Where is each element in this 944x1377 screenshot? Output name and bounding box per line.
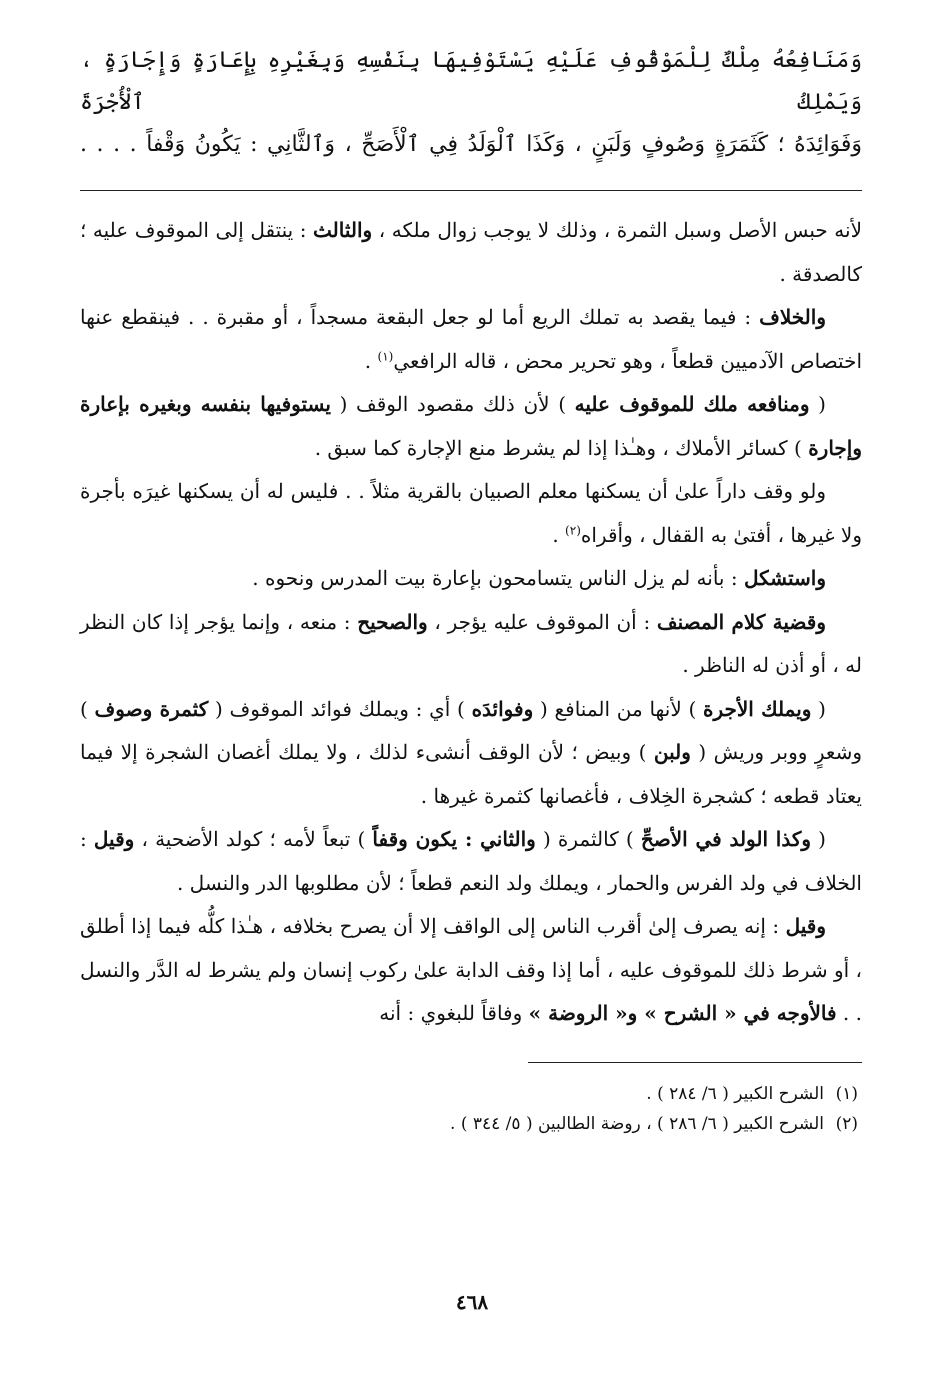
page-number: ٤٦٨: [455, 1290, 489, 1314]
sharh-paragraph: ( وكذا الولد في الأصحِّ ) كالثمرة ( والثاني : يكون وقفاً ) تبعاً لأمه ؛ كولد الأضحية ، وقيل : الخلاف في ولد الفرس والحمار ، ويملك ولد النعم قطعاً ؛ لأن مطلوبها الدر والنسل .: [80, 827, 862, 895]
footnote-ref[interactable]: (٢): [565, 522, 581, 537]
footnote-number: (١): [835, 1083, 858, 1104]
sharh-paragraph: واستشكل : بأنه لم يزل الناس يتسامحون بإعارة بيت المدرس ونحوه .: [252, 566, 826, 590]
footnote-separator: [528, 1062, 862, 1063]
sharh-text: [80, 209, 862, 1036]
footnote: [80, 1079, 862, 1109]
sharh-paragraph: وقيل : إنه يصرف إلىٰ أقرب الناس إلى الواقف إلا أن يصرح بخلافه ، هـٰذا كلُّه فيما إذا أطلق ، أو شرط ذلك للموقوف عليه ، أما إذا وقف الدابة علىٰ ركوب إنسان ولم يشرط له الدَّر والنسل . . فالأوجه في « الشرح » و« الروضة » وفاقاً للبغوي : أنه: [80, 914, 862, 1025]
sharh-paragraph: لأنه حبس الأصل وسبل الثمرة ، وذلك لا يوجب زوال ملكه ، والثالث : ينتقل إلى الموقوف عليه ؛ كالصدقة .: [80, 218, 862, 286]
sharh-paragraph: ( ويملك الأجرة ) لأنها من المنافع ( وفوائدَه ) أي : ويملك فوائد الموقوف ( كثمرة وصوف ) وشعرٍ ووبر وريش ( ولبن ) وبيض ؛ لأن الوقف أنشىء لذلك ، ولا يملك أغصان الشجرة إلا فيما يعتاد قطعه ؛ كشجرة الخِلاف ، فأغصانها كثمرة غيرها .: [80, 696, 862, 808]
book-page: [80, 40, 862, 1139]
matn-text: [80, 40, 862, 166]
footnote-ref[interactable]: (١): [377, 348, 394, 363]
matn-line: وَفَوَائِدَهُ ؛ كَثَمَرَةٍ وَصُوفٍ وَلَبَنٍ ، وَكَذَا ٱلْوَلَدُ فِي ٱلْأَصَحِّ ، وَٱلثَّانِي : يَكُونُ وَقْفاً . . . .: [80, 132, 862, 157]
matn-separator: [80, 190, 862, 191]
sharh-paragraph: ( ومنافعه ملك للموقوف عليه ) لأن ذلك مقصود الوقف ( يستوفيها بنفسه وبغيره بإعارة وإجارة ) كسائر الأملاك ، وهـٰذا إذا لم يشرط منع الإجارة كما سبق .: [80, 392, 862, 460]
footnote-text: الشرح الكبير ( ٦/ ٢٨٦ ) ، روضة الطالبين ( ٥/ ٣٤٤ ) .: [450, 1113, 824, 1134]
sharh-paragraph: ولو وقف داراً علىٰ أن يسكنها معلم الصبيان بالقرية مثلاً . . فليس له أن يسكنها غيرَه بأجرة ولا غيرها ، أفتىٰ به القفال ، وأقراه$^{(٢)}$ .: [80, 479, 862, 547]
footnote-text: الشرح الكبير ( ٦/ ٢٨٤ ) .: [646, 1083, 824, 1104]
sharh-paragraph: والخلاف : فيما يقصد به تملك الريع أما لو جعل البقعة مسجداً ، أو مقبرة . . فينقطع عنها اختصاص الآدميين قطعاً ، وهو تحرير محض ، قاله الرافعي$^{(١)}$ .: [80, 305, 862, 373]
footnotes: [80, 1079, 862, 1139]
matn-line: وَمَنَافِعُهُ مِلْكٌ لِلْمَوْقُوفِ عَلَيْهِ يَسْتَوْفِيهَا بِنَفْسِهِ وَبِغَيْرِهِ بِإِعَارَةٍ وَإِجَارَةٍ ، وَيَمْلِكُ ٱلْأُجْرَةَ: [80, 48, 862, 115]
sharh-paragraph: وقضية كلام المصنف : أن الموقوف عليه يؤجر ، والصحيح : منعه ، وإنما يؤجر إذا كان النظر له ، أو أذن له الناظر .: [80, 609, 862, 677]
footnote: [80, 1109, 862, 1139]
footnote-number: (٢): [835, 1113, 858, 1134]
